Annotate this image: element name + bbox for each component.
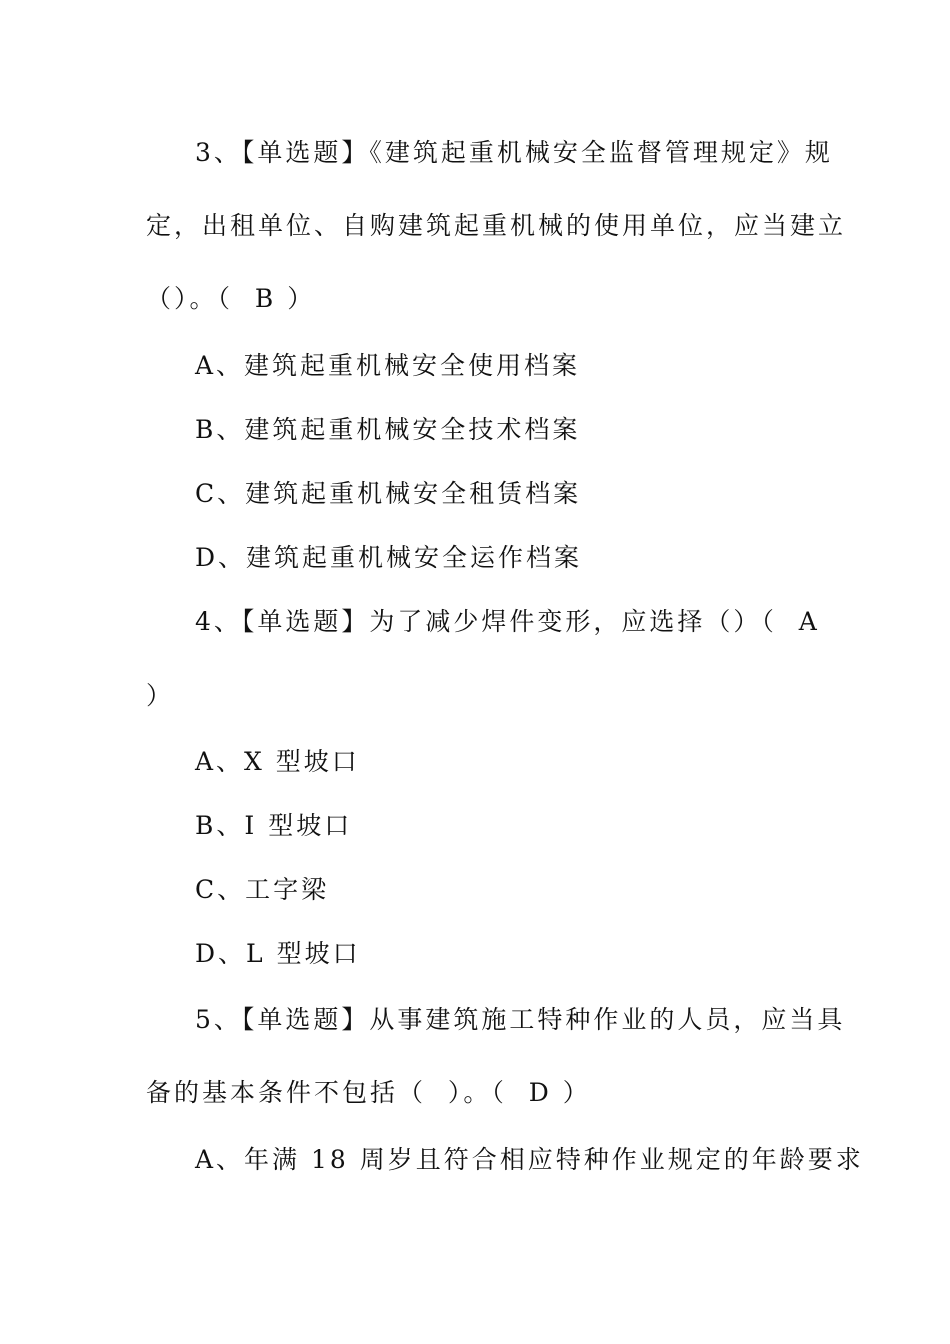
question-4-line-1: 4、【单选题】为了减少焊件变形，应选择（）（ A — [195, 607, 820, 636]
question-3-option-a: A、建筑起重机械安全使用档案 — [195, 351, 581, 380]
question-3-option-b: B、建筑起重机械安全技术档案 — [195, 415, 581, 444]
question-4-option-c: C、工字梁 — [195, 875, 330, 904]
question-4-option-a: A、X 型坡口 — [195, 747, 360, 776]
question-4-option-b: B、I 型坡口 — [195, 811, 353, 840]
question-3-line-1: 3、【单选题】《建筑起重机械安全监督管理规定》规 — [195, 138, 833, 167]
question-5-line-2: 备的基本条件不包括（ ）。（ D ） — [146, 1078, 591, 1107]
question-4-line-2: ） — [146, 681, 175, 710]
question-3-option-c: C、建筑起重机械安全租赁档案 — [195, 479, 582, 508]
question-4-option-d: D、L 型坡口 — [195, 939, 361, 968]
question-5-line-1: 5、【单选题】从事建筑施工特种作业的人员，应当具 — [195, 1005, 846, 1034]
question-3-option-d: D、建筑起重机械安全运作档案 — [195, 543, 583, 572]
question-3-line-3: （）。（ B ） — [146, 284, 316, 313]
question-5-option-a: A、年满 18 周岁且符合相应特种作业规定的年龄要求 — [195, 1145, 864, 1174]
question-3-line-2: 定，出租单位、自购建筑起重机械的使用单位，应当建立 — [146, 211, 847, 240]
